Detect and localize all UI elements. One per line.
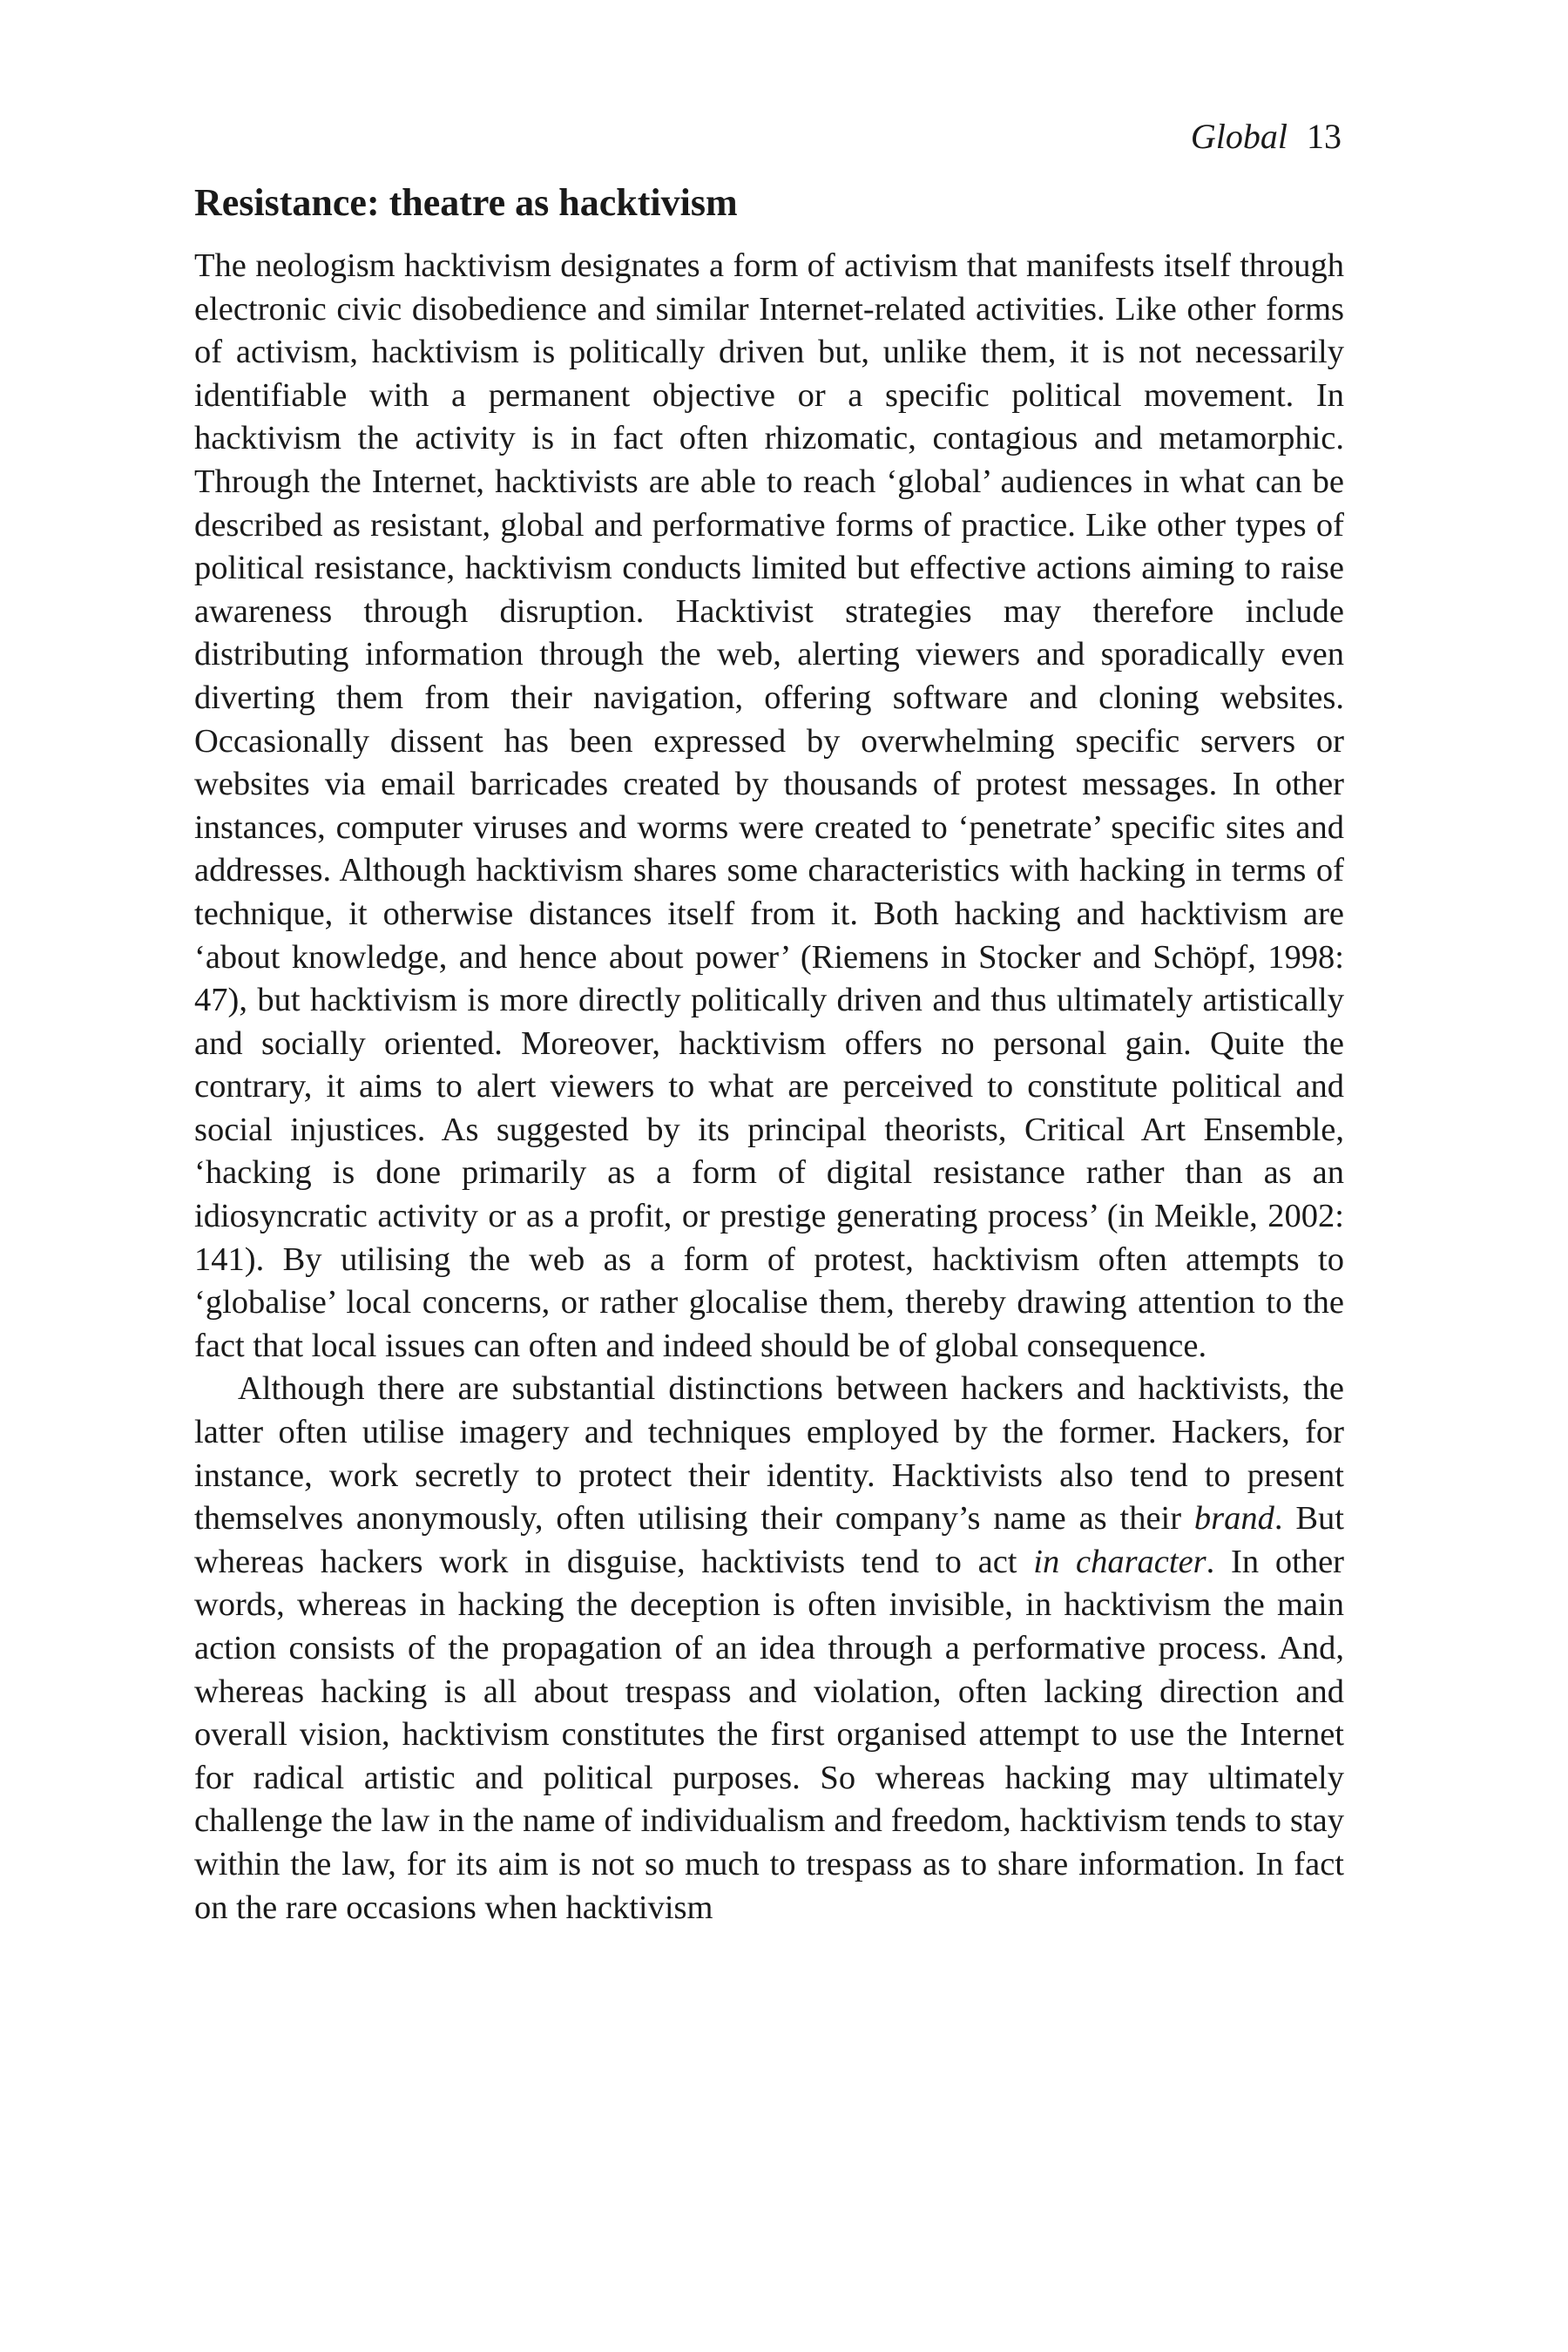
section-heading: Resistance: theatre as hacktivism [194, 181, 738, 224]
italic-term-in-character: in character [1033, 1543, 1206, 1580]
paragraph-2-text-part-1: Although there are substantial distinctions between hackers and hacktivists, the latter often utilise imagery and techniques employed by the former. Hackers, for instance, work secretly to protect their identity. Hacktivists also tend to present themselves anonymously, often utilising their company’s name as their [194, 1370, 1344, 1538]
paragraph-1 [194, 245, 1344, 1368]
body-text [194, 245, 1344, 1930]
paragraph-2-text-part-3: . In other words, whereas in hacking the deception is often invisible, in hacktivism the main action consists of the propagation of an idea through a performative process. And, whereas hacking is all about trespass and violation, often lacking direction and overall vision, hacktivism constitutes the first organised attempt to use the Internet for radical artistic and political purposes. So whereas hacking may ultimately challenge the law in the name of individualism and freedom, hacktivism tends to stay within the law, for its aim is not so much to trespass as to share information. In fact on the rare occasions when hacktivism [194, 1543, 1344, 1926]
italic-term-brand: brand [1193, 1500, 1274, 1538]
paragraph-2-text-part-2: . But whereas hackers work in disguise, hacktivists tend to act [194, 1500, 1344, 1580]
paragraph-1-text: The neologism hacktivism designates a form of activism that manifests itself through electronic civic disobedience and similar Internet-related activities. Like other forms of activism, hacktivism is politically driven but, unlike them, it is not necessarily identifiable with a permanent objective or a specific political movement. In hacktivism the activity is in fact often rhizomatic, contagious and metamorphic. Through the Internet, hacktivists are able to reach ‘global’ audiences in what can be described as resistant, global and performative forms of practice. Like other types of political resistance, hacktivism conducts limited but effective actions aiming to raise awareness through disruption. Hacktivist strategies may therefore include distributing information through the web, alerting viewers and sporadically even diverting them from their navigation, offering software and cloning websites. Occasionally dissent has been expressed by overwhelming specific servers or websites via email barricades created by thousands of protest messages. In other instances, computer viruses and worms were created to ‘penetrate’ specific sites and addresses. Although hacktivism shares some characteristics with hacking in terms of technique, it otherwise distances itself from it. Both hacking and hacktivism are ‘about knowledge, and hence about power’ (Riemens in Stocker and Schöpf, 1998: 47), but hacktivism is more directly politically driven and thus ultimately artistically and socially oriented. Moreover, hacktivism offers no personal gain. Quite the contrary, it aims to alert viewers to what are perceived to constitute political and social injustices. As suggested by its principal theorists, Critical Art Ensemble, ‘hacking is done primarily as a form of digital resistance rather than as an idiosyncratic activity or as a profit, or prestige generating process’ (in Meikle, 2002: 141). By utilising the web as a form of protest, hacktivism often attempts to ‘globalise’ local concerns, or rather glocalise them, thereby drawing attention to the fact that local issues can often and indeed should be of global consequence. [194, 247, 1344, 1364]
page-number: 13 [1307, 117, 1342, 156]
running-head [1191, 116, 1342, 158]
running-head-section-title: Global [1190, 117, 1288, 156]
paragraph-2 [194, 1368, 1344, 1930]
